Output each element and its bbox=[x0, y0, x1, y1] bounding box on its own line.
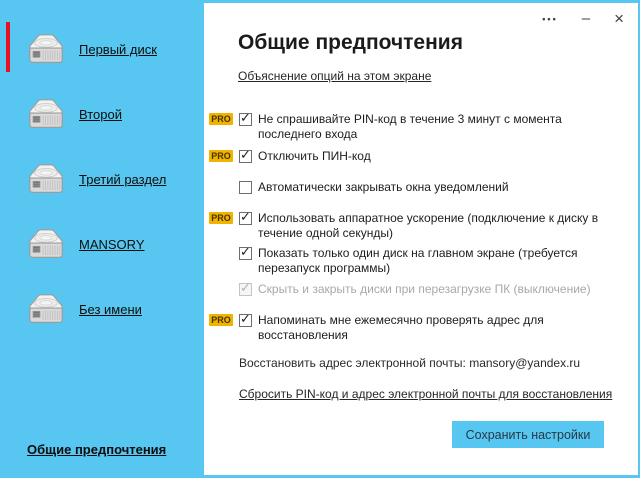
hard-disk-icon bbox=[23, 96, 69, 134]
page-title: Общие предпочтения bbox=[238, 31, 463, 54]
window-controls bbox=[542, 11, 624, 27]
option-checkbox[interactable] bbox=[239, 181, 252, 194]
option-row bbox=[209, 149, 638, 164]
minimize-icon[interactable]: – bbox=[581, 10, 591, 27]
hard-disk-icon bbox=[23, 291, 69, 329]
sidebar bbox=[3, 3, 204, 475]
option-label: Использовать аппаратное ускорение (подключение к диску в течение одной секунды) bbox=[258, 211, 599, 240]
recovery-email-text: Восстановить адрес электронной почты: mansory@yandex.ru bbox=[239, 356, 581, 370]
option-label: Напоминать мне ежемесячно проверять адрес для восстановления bbox=[258, 313, 544, 342]
pro-badge: PRO bbox=[209, 212, 233, 224]
sidebar-item-label[interactable]: MANSORY bbox=[79, 237, 145, 252]
sidebar-item-label[interactable]: Первый диск bbox=[79, 42, 157, 57]
menu-dots-icon[interactable]: ••• bbox=[542, 14, 558, 24]
sidebar-item[interactable] bbox=[3, 17, 204, 82]
option-label: Не спрашивайте PIN-код в течение 3 минут с момента последнего входа bbox=[258, 112, 562, 141]
option-checkbox[interactable] bbox=[239, 113, 252, 126]
hard-disk-icon bbox=[23, 31, 69, 69]
option-label: Скрыть и закрыть диски при перезагрузке ПК (выключение) bbox=[258, 282, 591, 296]
option-checkbox[interactable] bbox=[239, 283, 252, 296]
sidebar-item[interactable] bbox=[3, 212, 204, 277]
option-checkbox[interactable] bbox=[239, 150, 252, 163]
pro-badge: PRO bbox=[209, 314, 233, 326]
pro-badge: PRO bbox=[209, 150, 233, 162]
help-link[interactable]: Объяснение опций на этом экране bbox=[238, 69, 432, 83]
option-row bbox=[209, 246, 638, 276]
option-label: Отключить ПИН-код bbox=[258, 149, 371, 163]
sidebar-footer-link[interactable]: Общие предпочтения bbox=[27, 442, 167, 457]
option-checkbox[interactable] bbox=[239, 314, 252, 327]
sidebar-item[interactable] bbox=[3, 147, 204, 212]
option-label: Показать только один диск на главном экране (требуется перезапуск программы) bbox=[258, 246, 578, 275]
main-panel bbox=[204, 3, 638, 475]
option-row bbox=[209, 112, 638, 142]
option-row bbox=[209, 211, 638, 241]
option-row bbox=[209, 313, 638, 343]
sidebar-item-label[interactable]: Второй bbox=[79, 107, 122, 122]
reset-pin-link[interactable]: Сбросить PIN-код и адрес электронной почты для восстановления bbox=[239, 387, 613, 401]
sidebar-item[interactable] bbox=[3, 277, 204, 342]
sidebar-item-label[interactable]: Без имени bbox=[79, 302, 142, 317]
hard-disk-icon bbox=[23, 161, 69, 199]
option-checkbox[interactable] bbox=[239, 247, 252, 260]
option-row bbox=[209, 180, 638, 195]
pro-badge: PRO bbox=[209, 113, 233, 125]
sidebar-item-label[interactable]: Третий раздел bbox=[79, 172, 167, 187]
sidebar-item[interactable] bbox=[3, 82, 204, 147]
save-settings-button[interactable]: Сохранить настройки bbox=[452, 421, 604, 448]
option-row bbox=[209, 282, 638, 297]
hard-disk-icon bbox=[23, 226, 69, 264]
options-list bbox=[209, 112, 638, 343]
option-label: Автоматически закрывать окна уведомлений bbox=[258, 180, 509, 194]
option-checkbox[interactable] bbox=[239, 212, 252, 225]
close-icon[interactable]: × bbox=[614, 9, 624, 28]
